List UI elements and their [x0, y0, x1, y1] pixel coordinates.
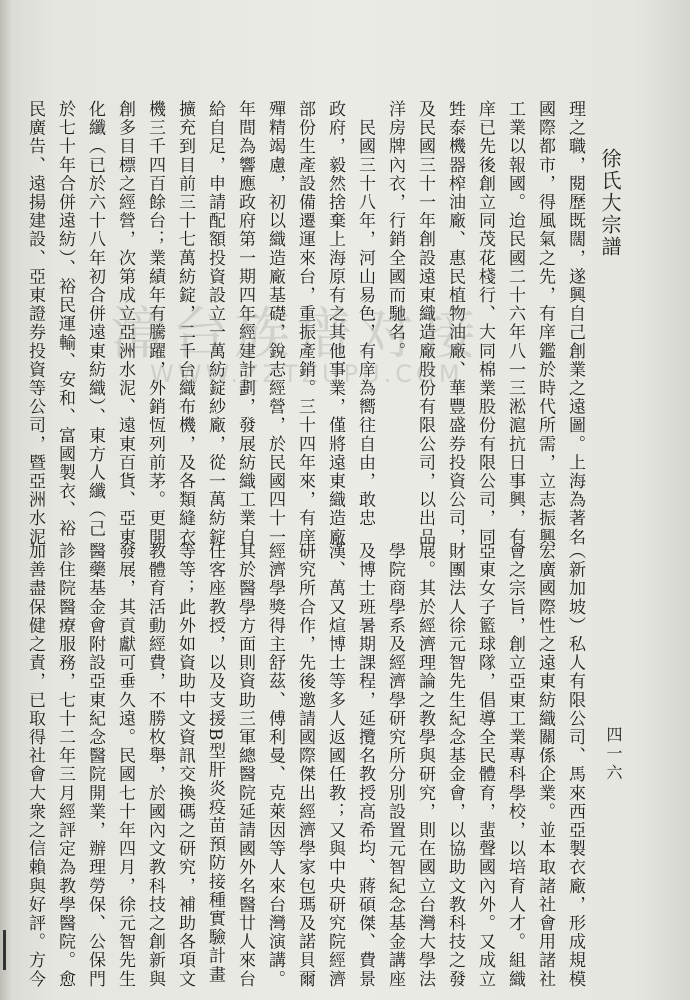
text-column: 年間為響應政府第一期四年經建計劃，發展紡織工業自	[235, 100, 255, 547]
text-column: 研究所合作，先後邀請國際傑出經濟學家包瑪及諾貝爾	[295, 542, 315, 989]
text-column: 理之職，閱歷既闊，遂興自己創業之遠圖。上海為著名	[565, 100, 585, 547]
text-column: 殫精竭慮，初以織造廠基礎，銳志經營，於民國四十一	[265, 100, 285, 547]
text-column: 甡泰機器榨油廠、惠民植物油廠、華豐盛券投資公司，	[445, 100, 465, 547]
text-column: 會之宗旨，創立亞東工業專科學校，以培育人才。組織	[505, 542, 525, 989]
text-column: 展。其於經濟理論之教學與研究，則在國立台灣大學法	[415, 542, 435, 989]
text-column: 經濟學獎得主舒茲、傅利曼、克萊因等人來台灣演講。	[265, 542, 285, 989]
text-column: 國際都市，得風氣之先，有庠鑑於時代所需，立志振興	[535, 100, 555, 547]
text-column: 政府，毅然捨棄上海原有之其他事業，僅將遠東織造廠	[325, 100, 345, 547]
text-column: 民國三十八年，河山易色，有庠為嚮往自由，敢忠	[355, 100, 375, 528]
text-column: 財團法人徐元智先生紀念基金會，以協助文教科技之發	[445, 542, 465, 989]
lower-text-block	[25, 542, 590, 989]
text-column: 庠已先後創立同茂花棧行、大同棉業股份有限公司，同	[475, 100, 495, 547]
text-column: 創多目標之經營，次第成立亞洲水泥、遠東百貨、亞東	[115, 100, 135, 547]
text-column: 發展，其貢獻可垂久遠。民國七十年四月，徐元智先生	[115, 542, 135, 989]
text-column: 及民國三十一年創設遠東織造廠股份有限公司，以出品	[415, 100, 435, 547]
text-column: 機三千四百餘台；業績年有騰躍，外銷恆列前茅。更開	[145, 100, 165, 547]
text-column: 等等；此外如資助中文資訊交換碼之研究，補助各項文	[175, 542, 195, 989]
page-edge-mark	[3, 930, 6, 970]
text-column: 亞東女子籃球隊，倡導全民體育，蜚聲國內外。又成立	[475, 542, 495, 989]
text-column: 工業以報國。迨民國二十六年八一三淞滬抗日事興，有	[505, 100, 525, 547]
page-gutter-shadow	[0, 0, 12, 1000]
text-column: 宏廣國際性之遠東紡織關係企業。並本取諸社會用諸社	[535, 542, 555, 989]
text-column: 部份生產設備遷運來台，重振產銷。三十四年來，有庠	[295, 100, 315, 547]
text-column: 擴充到目前三十七萬紡錠，二千台織布機，及各類縫衣	[175, 100, 195, 547]
text-column: 及博士班暑期課程，延攬名教授高希均、蔣碩傑、費景	[355, 542, 375, 989]
text-column: 任客座教授，以及支援B型肝炎疫苗預防接種實驗計畫	[205, 542, 225, 984]
page-number: 四一六	[604, 726, 623, 783]
text-column: 民廣告、遠揚建設、亞東證券投資等公司，暨亞洲水泥	[25, 100, 45, 547]
text-column: （新加坡）私人有限公司、馬來西亞製衣廠，形成規模	[565, 542, 585, 989]
text-column: 化纖（已於六十八年初合併遠東紡織）、東方人纖（己	[85, 100, 105, 538]
text-column: 給自足，申請配額投資設立一萬紡錠紗廠，從一萬紡錠	[205, 100, 225, 547]
text-column: 加善盡保健之責，已取得社會大衆之信賴與好評。方今	[25, 542, 45, 989]
text-column: 學院商學系及經濟學研究所分別設置元智紀念基金講座	[385, 542, 405, 989]
text-column: 診住院醫療服務，七十二年三月經評定為教學醫院。愈	[55, 542, 75, 989]
text-column: 洋房牌內衣，行銷全國而馳名。	[385, 100, 405, 361]
text-column: 醫藥基金會附設亞東紀念醫院開業，辦理勞保、公保門	[85, 542, 105, 989]
watermark-chinese: 漳台族谱对接	[110, 302, 482, 367]
text-column: 其於醫學方面則資助三軍總醫院延請國外名醫廿人來台	[235, 542, 255, 989]
text-column: 於七十年合併遠紡）、裕民運輸、安和、富國製衣、裕	[55, 100, 75, 538]
text-column: 漢、萬又煊博士等多人返國任教；又與中央研究院經濟	[325, 542, 345, 989]
running-title: 徐氏大宗譜	[598, 148, 622, 258]
upper-text-block	[25, 100, 590, 547]
text-column: 教體育活動經費，不勝枚舉，於國內文教科技之創新與	[145, 542, 165, 989]
watermark-url: WWW.ZZTZUPU.COM	[150, 360, 464, 388]
